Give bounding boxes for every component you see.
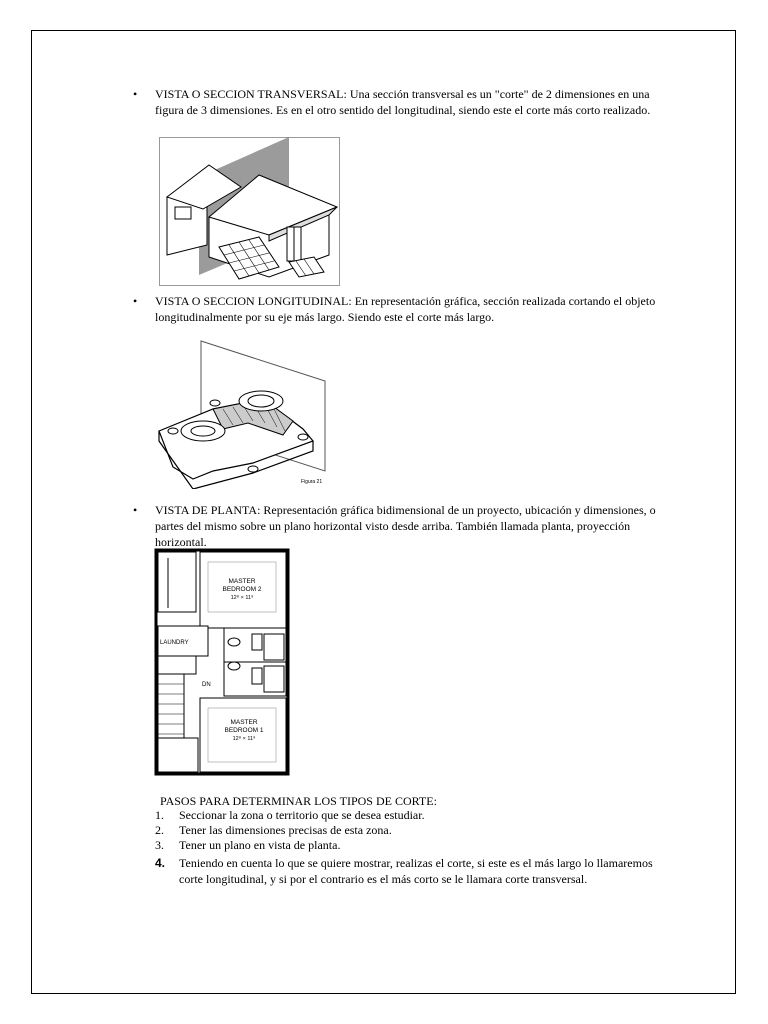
list-item <box>155 855 665 887</box>
steps-title: PASOS PARA DETERMINAR LOS TIPOS DE CORTE: <box>160 794 437 808</box>
stair-label: DN <box>202 682 211 688</box>
room-label: BEDROOM 2 <box>222 586 262 593</box>
step-number: 3. <box>155 838 164 852</box>
step-text: Tener un plano en vista de planta. <box>179 838 341 852</box>
step-text: Tener las dimensiones precisas de esta zona. <box>179 823 392 837</box>
step-text: Seccionar la zona o territorio que se desea estudiar. <box>179 808 425 822</box>
house-section-figure <box>159 137 340 286</box>
step-text: Teniendo en cuenta lo que se quiere mostrar, realizas el corte, si este es el más largo lo llamaremos corte longitudinal, y si por el contrario es el más corto se le llamara corte transversal. <box>179 856 653 886</box>
step-number: 2. <box>155 823 164 837</box>
bullet-icon: • <box>133 87 138 101</box>
room-dimensions: 12⁸ × 11⁹ <box>230 595 254 601</box>
section-heading: VISTA O SECCION LONGITUDINAL: <box>155 294 352 308</box>
steps-list <box>155 808 665 887</box>
section-longitudinal <box>133 293 665 325</box>
room-label: BEDROOM 1 <box>224 727 264 734</box>
list-item <box>155 808 665 823</box>
figure-caption: Figura 21 <box>301 479 323 485</box>
step-number: 4. <box>155 856 166 870</box>
list-item <box>155 823 665 838</box>
room-dimensions: 12⁸ × 11⁹ <box>232 736 256 742</box>
section-heading: VISTA O SECCION TRANSVERSAL: <box>155 87 347 101</box>
floor-plan-figure <box>154 548 290 776</box>
section-transversal <box>133 86 665 118</box>
step-number: 1. <box>155 808 164 822</box>
room-label: MASTER <box>230 719 258 726</box>
list-item <box>155 838 665 853</box>
section-body: Representación gráfica bidimensional de un proyecto, ubicación y dimensiones, o partes del mismo sobre un plano horizontal visto desde arriba. También llamada planta, proyección horizontal. <box>155 503 656 549</box>
room-label: MASTER <box>228 578 256 585</box>
section-heading: VISTA DE PLANTA: <box>155 503 261 517</box>
bullet-icon: • <box>133 503 138 517</box>
section-body: En representación gráfica, sección realizada cortando el objeto longitudinalmente por su eje más largo. Siendo este el corte más largo. <box>155 294 656 324</box>
section-body: Una sección transversal es un "corte" de 2 dimensiones en una figura de 3 dimensiones. Es en el otro sentido del longitudinal, siendo este el corte más corto realizado. <box>155 87 651 117</box>
section-planta <box>133 502 665 550</box>
room-label: LAUNDRY <box>160 640 189 646</box>
bullet-icon: • <box>133 294 138 308</box>
longitudinal-section-figure <box>153 339 333 489</box>
